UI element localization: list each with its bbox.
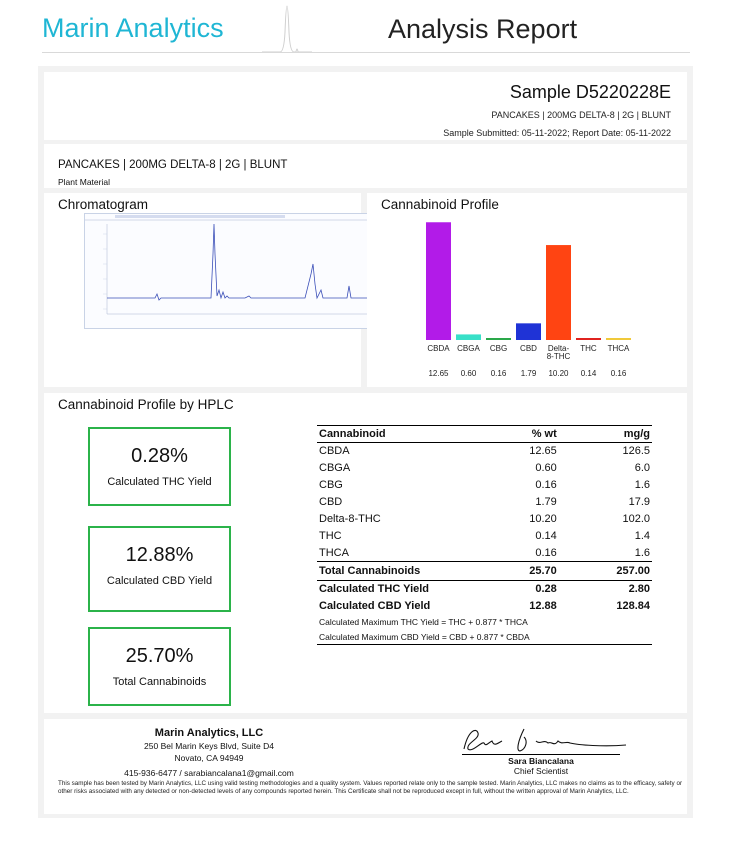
calc-row-cbd	[317, 598, 652, 615]
cell-name: Total Cannabinoids	[317, 562, 492, 581]
note-row	[317, 630, 652, 645]
cell-mgg: 126.5	[622, 445, 650, 458]
value-label-cbga: 0.60	[460, 369, 477, 378]
cell-pct: 0.16	[535, 546, 557, 559]
lab-address-line2: Novato, CA 94949	[174, 753, 244, 763]
profile-chart-card	[367, 193, 687, 387]
product-type: Plant Material	[58, 177, 110, 187]
total-row	[317, 562, 652, 581]
chromatogram-card	[44, 193, 361, 387]
tick-label-cbg: CBG	[489, 344, 508, 353]
sample-product-line: PANCAKES | 200MG DELTA-8 | 2G | BLUNT	[491, 110, 671, 120]
value-label-cbda: 12.65	[428, 369, 449, 378]
total-yield-value: 25.70%	[125, 645, 194, 667]
value-label-delta-8-thc: 10.20	[548, 369, 569, 378]
table-row	[317, 528, 652, 545]
footer-card	[44, 719, 687, 814]
cell-name: Calculated THC Yield	[319, 583, 430, 596]
value-label-cbg: 0.16	[490, 369, 507, 378]
cell-mgg: 17.9	[628, 496, 650, 508]
product-card	[44, 144, 687, 188]
cell-pct: 25.70	[492, 562, 595, 581]
cell-pct: 0.16	[535, 479, 557, 491]
cell-name: CBG	[319, 479, 343, 491]
note-row	[317, 615, 652, 630]
cell-mgg: 128.84	[616, 600, 650, 612]
table-row	[317, 494, 652, 511]
cell-name: THC	[319, 530, 342, 542]
table-row	[317, 477, 652, 494]
cbd-yield-value: 12.88%	[125, 544, 194, 566]
table-row	[317, 460, 652, 477]
tick-label-thca: THCA	[607, 344, 630, 353]
cell-pct: 10.20	[529, 513, 557, 525]
bar-cbda	[426, 222, 451, 340]
bar-cbg	[486, 338, 511, 340]
table-row	[317, 511, 652, 528]
hplc-title: Cannabinoid Profile by HPLC	[58, 397, 234, 412]
formula-note: Calculated Maximum CBD Yield = CBD + 0.877 * CBDA	[317, 630, 652, 645]
tick-label-cbda: CBDA	[427, 344, 450, 353]
bar-thc	[576, 338, 601, 340]
handwritten-signature	[454, 721, 634, 757]
col-header-cannabinoid: Cannabinoid	[317, 426, 492, 443]
cell-mgg: 1.4	[634, 530, 650, 542]
chromatogram-image	[84, 213, 384, 329]
cell-name: CBD	[319, 496, 343, 508]
bar-cbga	[456, 334, 481, 340]
tick-label-cbd: CBD	[520, 344, 537, 353]
cell-mgg: 2.80	[628, 583, 650, 596]
cell-pct: 12.65	[529, 445, 557, 458]
thc-yield-label: Calculated THC Yield	[107, 476, 212, 488]
header-divider	[42, 52, 690, 53]
cannabinoid-bar-chart	[367, 193, 687, 387]
tick-label-thc: THC	[580, 344, 597, 353]
report-body	[38, 66, 693, 818]
thc-yield-value: 0.28%	[131, 445, 188, 467]
cell-mgg: 257.00	[595, 562, 652, 581]
sample-card	[44, 72, 687, 140]
cell-pct: 12.88	[529, 600, 557, 612]
cell-name: CBDA	[319, 445, 350, 458]
report-title: Analysis Report	[388, 14, 578, 44]
lab-contact: 415-936-6477 / sarabiancalana1@gmail.com	[124, 768, 294, 778]
bar-thca	[606, 338, 631, 340]
cell-name: Delta-8-THC	[319, 513, 381, 525]
total-yield-box	[88, 627, 231, 706]
cell-mgg: 102.0	[622, 513, 650, 525]
cell-pct: 0.28	[535, 583, 557, 596]
col-header-mgg: mg/g	[595, 426, 652, 443]
thc-yield-box	[88, 427, 231, 506]
formula-note: Calculated Maximum THC Yield = THC + 0.877 * THCA	[319, 617, 528, 627]
tick-label-cbga: CBGA	[457, 344, 480, 353]
total-yield-label: Total Cannabinoids	[112, 676, 207, 688]
chromatogram-logo-icon	[262, 2, 312, 58]
cell-mgg: 1.6	[634, 479, 650, 491]
cell-pct: 1.79	[535, 496, 557, 508]
table-row	[317, 545, 652, 562]
cell-mgg: 1.6	[634, 546, 650, 559]
lab-address-line1: 250 Bel Marin Keys Blvd, Suite D4	[144, 741, 274, 751]
calc-row-thc	[317, 581, 652, 598]
bar-delta-8-thc	[546, 245, 571, 340]
cell-pct: 0.60	[535, 462, 557, 474]
table-row	[317, 443, 652, 460]
brand-name: Marin Analytics	[42, 13, 224, 43]
table-header-row	[317, 426, 652, 443]
cbd-yield-box	[88, 526, 231, 612]
cell-name: THCA	[319, 546, 349, 559]
value-label-cbd: 1.79	[520, 369, 537, 378]
cell-name: CBGA	[319, 462, 351, 474]
cell-name: Calculated CBD Yield	[319, 600, 431, 612]
sample-dates: Sample Submitted: 05-11-2022; Report Date: 05-11-2022	[443, 128, 671, 138]
signatory-name: Sara Biancalana	[508, 756, 574, 766]
lab-name: Marin Analytics, LLC	[154, 727, 264, 739]
cell-pct: 0.14	[535, 530, 557, 542]
chromatogram-title: Chromatogram	[58, 197, 149, 212]
sample-id: Sample D5220228E	[509, 82, 671, 102]
chromatogram-trace	[85, 214, 385, 330]
signatory-title: Chief Scientist	[513, 766, 569, 776]
disclaimer-text: This sample has been tested by Marin Analytics, LLC using valid testing methodologies and a quality system. Values reported relate only to the sample tested. Marin Analytics, LLC makes no claims as to the efficacy, safety or other risks associated with any detected or non-detected levels of any compounds reported herein. This Certificate shall not be reproduced except in full, without the written approval of Marin Analytics, LLC.	[58, 780, 683, 795]
signature-line	[462, 754, 620, 755]
col-header-pct: % wt	[492, 426, 595, 443]
report-header	[0, 0, 731, 62]
cbd-yield-label: Calculated CBD Yield	[106, 575, 213, 587]
cell-mgg: 6.0	[634, 462, 650, 474]
product-name: PANCAKES | 200MG DELTA-8 | 2G | BLUNT	[58, 159, 288, 171]
value-label-thca: 0.16	[610, 369, 627, 378]
tick-label-delta-8-thc: Delta-8-THC	[546, 344, 571, 361]
bar-cbd	[516, 323, 541, 340]
hplc-card	[44, 393, 687, 713]
value-label-thc: 0.14	[580, 369, 597, 378]
profile-chart-title: Cannabinoid Profile	[381, 197, 499, 212]
hplc-table	[317, 425, 652, 645]
